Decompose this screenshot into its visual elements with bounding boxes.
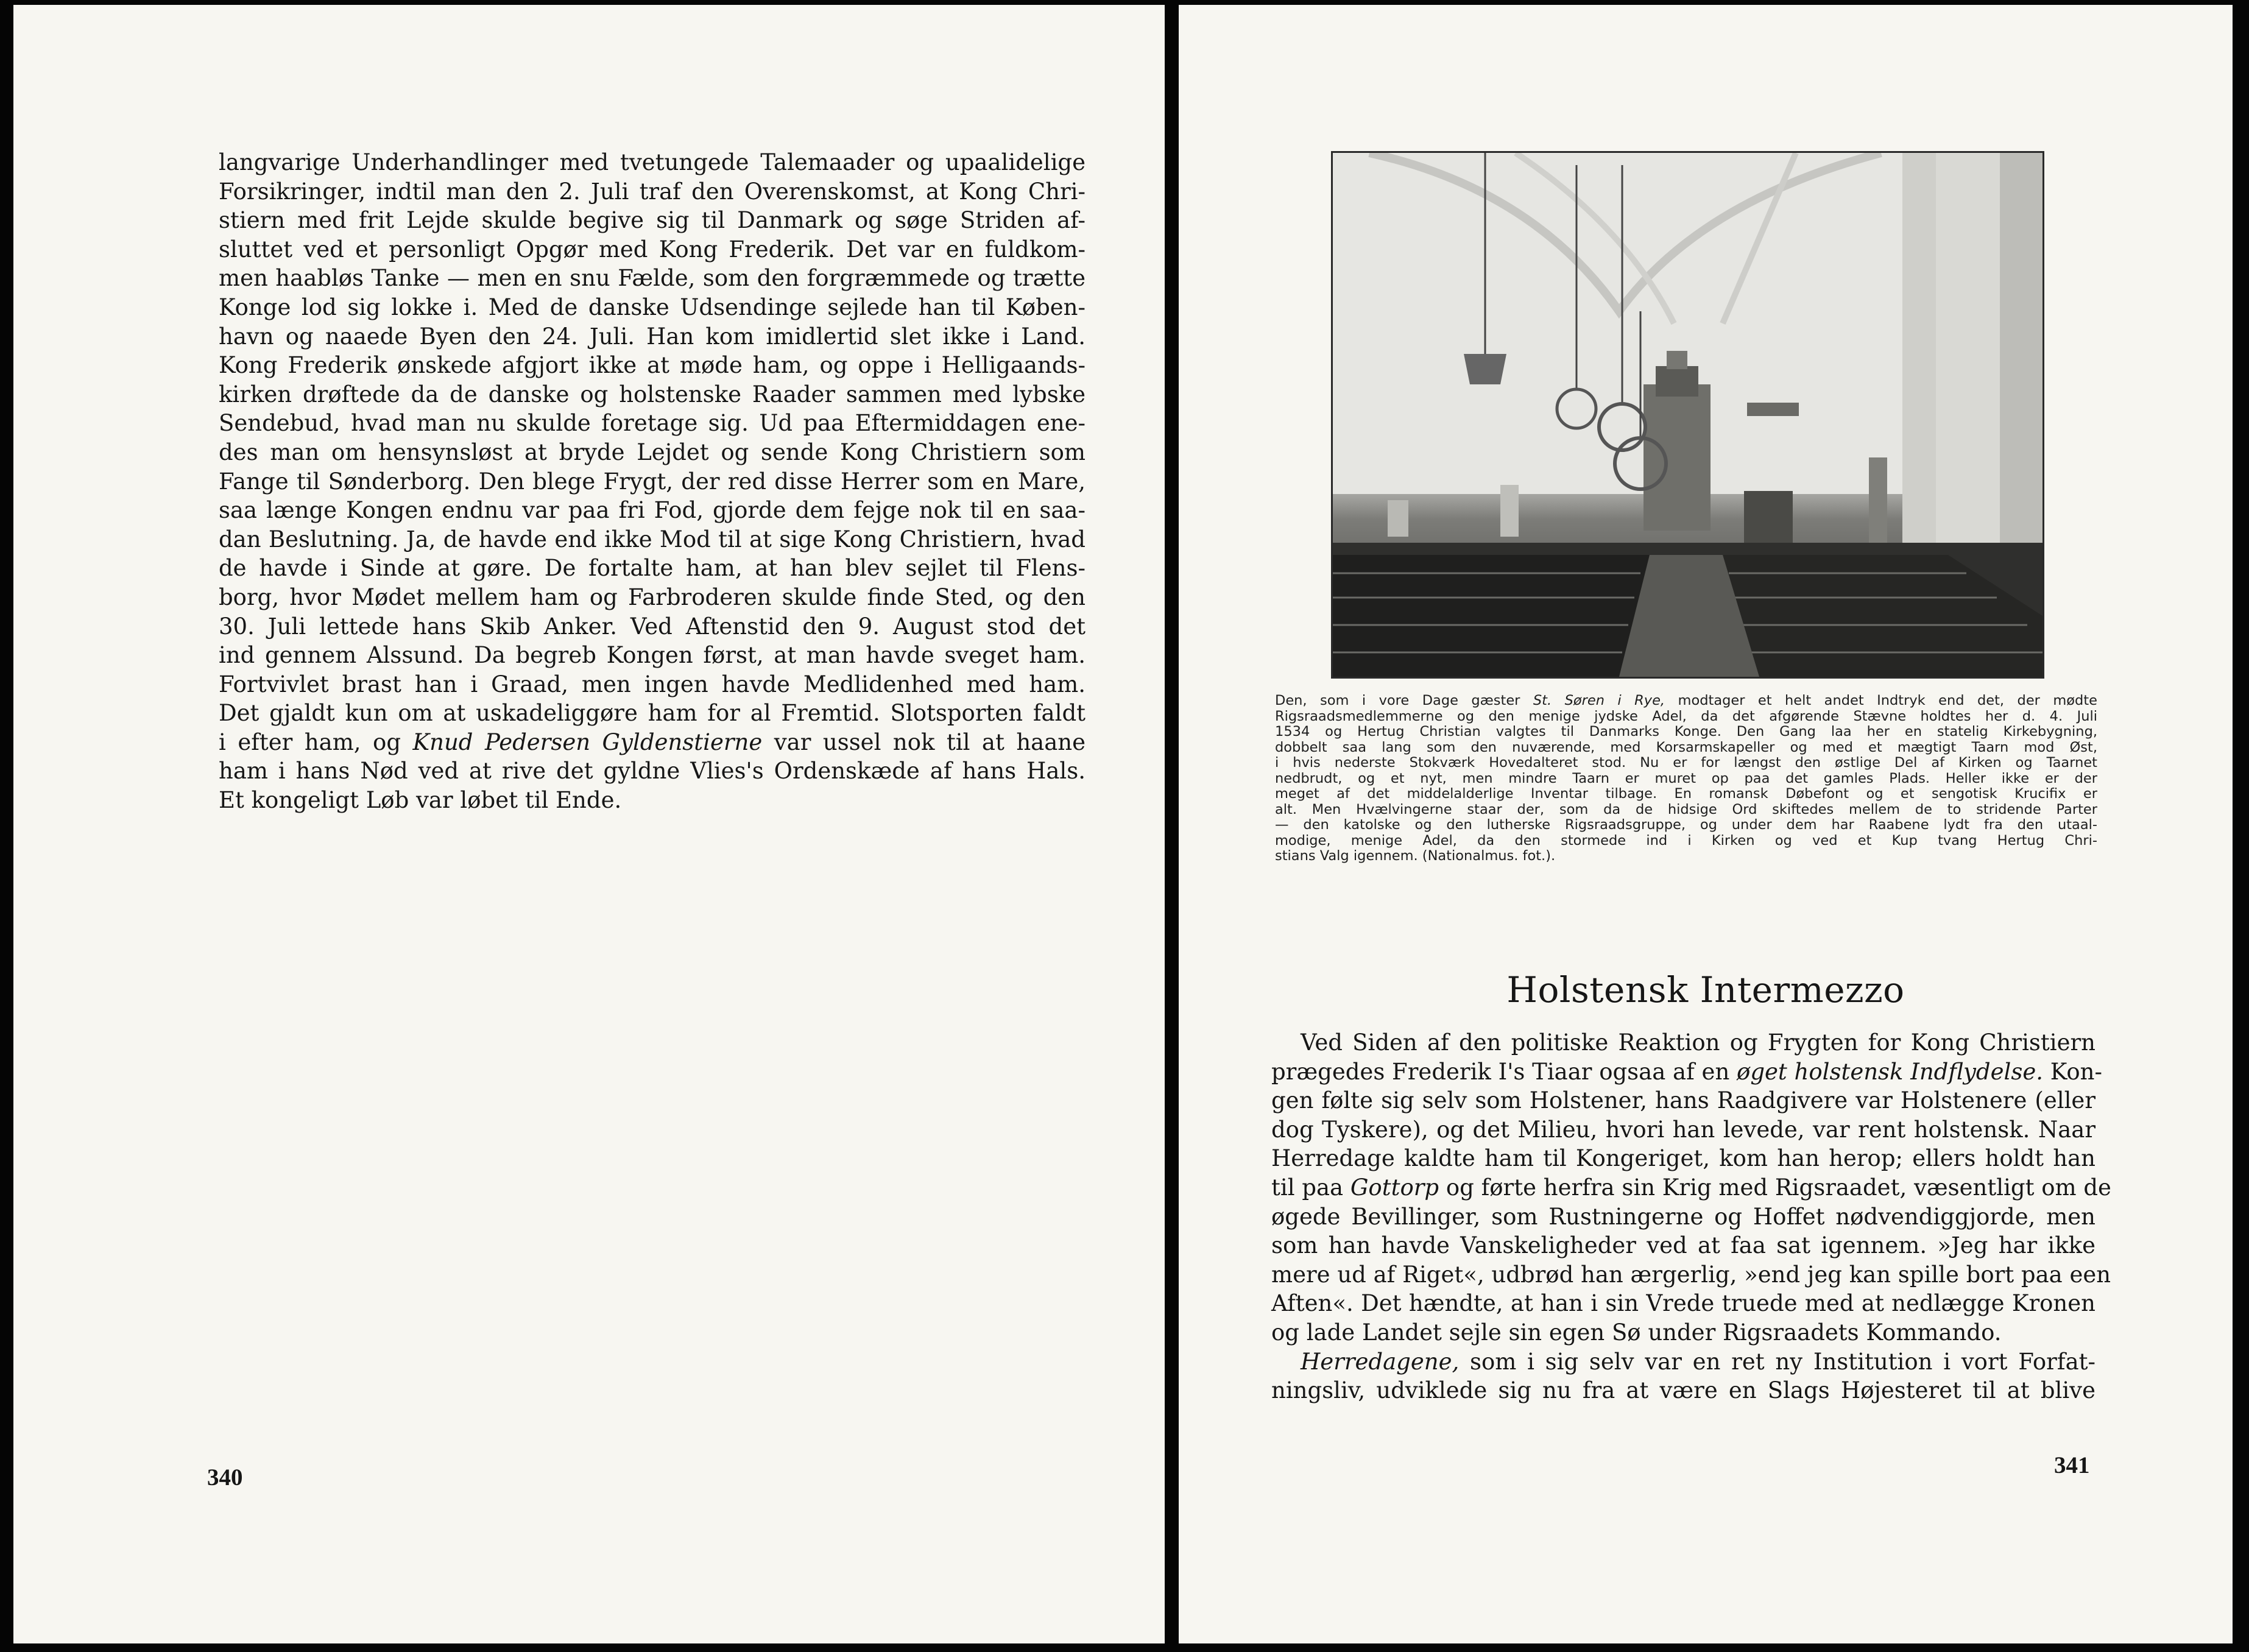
text-line: Det gjaldt kun om at uskadeliggøre ham for al Fremtid. Slotsporten faldt <box>219 700 1086 727</box>
left-page <box>13 5 1165 1643</box>
emphasis: Herredagene, <box>1301 1348 1460 1375</box>
place-name: Gottorp <box>1350 1174 1439 1201</box>
text-line: ningsliv, udviklede sig nu fra at være en Slags Højesteret til at blive <box>1271 1377 2095 1404</box>
caption-line: i hvis nederste Stokværk Hovedalteret stod. Nu er for længst den østlige Del af Kirken og Taarnet <box>1275 755 2097 771</box>
text-line: ham i hans Nød ved at rive det gyldne Vlies's Ordenskæde af hans Hals. <box>219 758 1086 785</box>
text-line: saa længe Kongen endnu var paa fri Fod, gjorde dem fejge nok til en saa- <box>219 497 1086 524</box>
caption-line: Den, som i vore Dage gæster St. Søren i Rye, modtager et helt andet Indtryk end det, der mødte <box>1275 693 2097 708</box>
text-line: langvarige Underhandlinger med tvetungede Talemaader og upaalidelige <box>219 149 1086 175</box>
photo-caption <box>1275 693 2097 864</box>
text-line: Fortvivlet brast han i Graad, men ingen havde Medlidenhed med ham. <box>219 671 1086 697</box>
text-line: som han havde Vanskeligheder ved at faa sat igennem. »Jeg har ikke <box>1271 1232 2095 1259</box>
text-line: Fange til Sønderborg. Den blege Frygt, der red disse Herrer som en Mare, <box>219 468 1086 495</box>
text-line: og lade Landet sejle sin egen Sø under Rigsraadets Kommando. <box>1271 1319 2002 1346</box>
caption-line: stians Valg igennem. (Nationalmus. fot.). <box>1275 848 1556 864</box>
text-line: des man om hensynsløst at bryde Lejdet og sende Kong Christiern som <box>219 439 1086 465</box>
text-line: de havde i Sinde at gøre. De fortalte ham, at han blev sejlet til Flens- <box>219 555 1086 582</box>
left-page-text <box>219 148 1086 815</box>
text-line: kirken drøftede da de danske og holstenske Raader sammen med lybske <box>219 381 1086 408</box>
section-heading: Holstensk Intermezzo <box>1506 969 1905 1011</box>
text-line: stiern med frit Lejde skulde begive sig til Danmark og søge Striden af- <box>219 207 1086 234</box>
text-line: i efter ham, og Knud Pedersen Gyldenstierne var ussel nok til at haane <box>219 729 1086 755</box>
caption-line: dobbelt saa lang som den nuværende, med Korsarmskapeller og med et mægtigt Taarn mod Øst, <box>1275 739 2097 755</box>
caption-line: Rigsraadsmedlemmerne og den menige jydske Adel, da det afgørende Stævne holdtes her d. 4. Juli <box>1275 708 2097 724</box>
text-line: Herredage kaldte ham til Kongeriget, kom han herop; ellers holdt han <box>1271 1145 2095 1172</box>
text-line: mere ud af Riget«, udbrød han ærgerlig, »end jeg kan spille bort paa een <box>1271 1261 2111 1288</box>
text-line: Forsikringer, indtil man den 2. Juli traf den Overenskomst, at Kong Chri- <box>219 178 1086 205</box>
text-line: dog Tyskere), og det Milieu, hvori han levede, var rent holstensk. Naar <box>1271 1116 2095 1143</box>
text-line: ind gennem Alssund. Da begreb Kongen først, at man havde sveget ham. <box>219 642 1086 669</box>
caption-line: — den katolske og den lutherske Rigsraadsgruppe, og under dem har Raabene lydt fra den utaal- <box>1275 817 2097 833</box>
text-line: 30. Juli lettede hans Skib Anker. Ved Aftenstid den 9. August stod det <box>219 613 1086 640</box>
caption-line: alt. Men Hvælvingerne staar der, som da de hidsige Ord skiftedes mellem de to stridende Parter <box>1275 801 2097 817</box>
text-line: Herredagene, som i sig selv var en ret ny Institution i vort Forfat- <box>1301 1348 2095 1375</box>
page-number: 340 <box>207 1464 243 1491</box>
text-line: borg, hvor Mødet mellem ham og Farbroderen skulde finde Sted, og den <box>219 584 1086 610</box>
emphasis: øget holstensk Indflydelse. <box>1737 1058 2043 1085</box>
text-line: gen følte sig selv som Holstener, hans Raadgivere var Holstenere (eller <box>1271 1087 2095 1114</box>
text-line: dan Beslutning. Ja, de havde end ikke Mod til at sige Kong Christiern, hvad <box>219 526 1086 552</box>
text-line: Sendebud, hvad man nu skulde foretage sig. Ud paa Eftermiddagen ene- <box>219 410 1086 437</box>
text-line: Aften«. Det hændte, at han i sin Vrede truede med at nedlægge Kronen <box>1271 1290 2095 1317</box>
text-line: men haabløs Tanke — men en snu Fælde, som den forgræmmede og trætte <box>219 265 1086 292</box>
caption-line: 1534 og Hertug Christian valgtes til Danmarks Konge. Den Gang laa her en statelig Kirkebygning, <box>1275 724 2097 740</box>
right-page-text <box>1271 1028 2111 1405</box>
church-interior-photo <box>1331 151 2044 679</box>
text-line: Ved Siden af den politiske Reaktion og Frygten for Kong Christiern <box>1301 1029 2095 1056</box>
text-line: Kong Frederik ønskede afgjort ikke at møde ham, og oppe i Helligaands- <box>219 352 1086 379</box>
church-name: St. Søren i Rye, <box>1533 693 1665 708</box>
text-line: til paa Gottorp og førte herfra sin Krig med Rigsraadet, væsentligt om de <box>1271 1174 2111 1201</box>
caption-line: nedbrudt, og et nyt, men mindre Taarn er muret op paa det gamles Plads. Heller ikke er der <box>1275 770 2097 786</box>
caption-line: modige, menige Adel, da den stormede ind i Kirken og ved et Kup tvang Hertug Chri- <box>1275 832 2097 849</box>
text-line: prægedes Frederik I's Tiaar ogsaa af en øget holstensk Indflydelse. Kon- <box>1271 1058 2103 1085</box>
page-number: 341 <box>2054 1452 2090 1478</box>
right-page <box>1179 5 2233 1643</box>
caption-line: meget af det middelalderlige Inventar tilbage. En romansk Døbefont og et sengotisk Krucifix er <box>1275 786 2097 802</box>
person-name: Knud Pedersen Gyldenstierne <box>412 729 763 755</box>
text-line: Konge lod sig lokke i. Med de danske Udsendinge sejlede han til Køben- <box>219 294 1086 320</box>
text-line: havn og naaede Byen den 24. Juli. Han kom imidlertid slet ikke i Land. <box>219 323 1086 350</box>
text-line: sluttet ved et personligt Opgør med Kong Frederik. Det var en fuldkom- <box>219 236 1086 263</box>
text-line: Et kongeligt Løb var løbet til Ende. <box>219 787 622 814</box>
text-line: øgede Bevillinger, som Rustningerne og Hoffet nødvendiggjorde, men <box>1271 1203 2095 1230</box>
church-interior-illustration <box>1333 153 2042 677</box>
